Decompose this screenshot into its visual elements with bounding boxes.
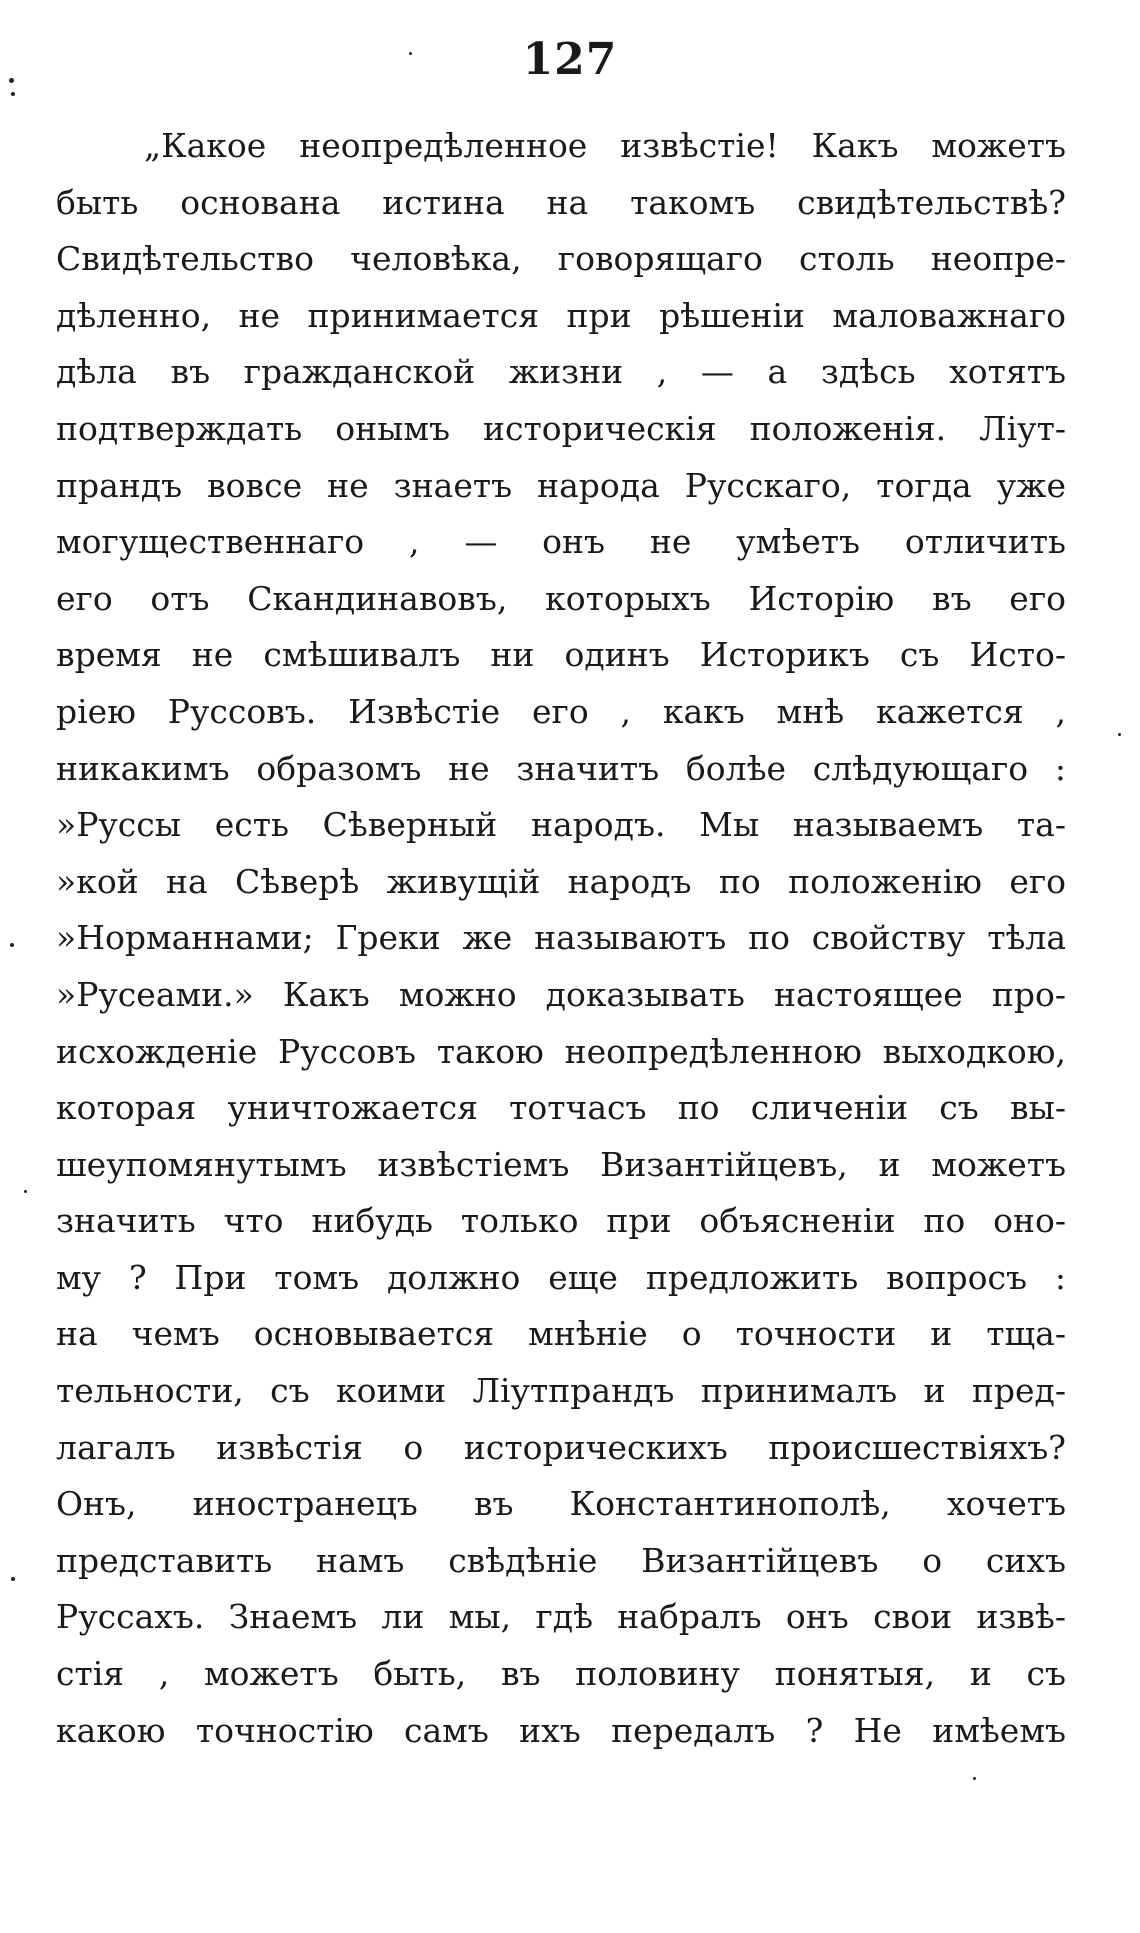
text-line: тельности, съ коими Ліутпрандъ принималъ и пред- [56, 1371, 1066, 1411]
print-speck [9, 78, 14, 83]
text-line: какою точностію самъ ихъ передалъ ? Не имѣемъ [56, 1710, 1066, 1750]
text-line: ріею Руссовъ. Извѣстіе его , какъ мнѣ кажется , [56, 691, 1066, 731]
text-line: на чемъ основывается мнѣніе о точности и тща- [56, 1314, 1066, 1354]
text-line: Онъ, иностранецъ въ Константинополѣ, хочетъ [56, 1484, 1066, 1524]
text-line: никакимъ образомъ не значитъ болѣе слѣдующаго : [56, 748, 1066, 788]
text-line: значить что нибудь только при объясненіи по оно- [56, 1201, 1066, 1241]
text-line: подтверждать онымъ историческія положенія. Ліут- [56, 408, 1066, 448]
text-line: дѣла въ гражданской жизни , — а здѣсь хотятъ [56, 352, 1066, 392]
text-line: исхожденіе Руссовъ такою неопредѣленною выходкою, [56, 1031, 1066, 1071]
text-line: стія , можетъ быть, въ половину понятыя, и съ [56, 1654, 1066, 1694]
print-speck [11, 92, 15, 96]
print-speck [409, 52, 412, 55]
body-text [56, 118, 1066, 1759]
text-line: быть основана истина на такомъ свидѣтельствѣ? [56, 182, 1066, 222]
print-speck [1118, 733, 1121, 736]
text-line: которая уничтожается тотчасъ по сличеніи съ вы- [56, 1088, 1066, 1128]
print-speck [11, 1577, 15, 1581]
text-line: Руссахъ. Знаемъ ли мы, гдѣ набралъ онъ свои извѣ- [56, 1597, 1066, 1637]
text-line: Свидѣтельство человѣка, говорящаго столь неопре- [56, 239, 1066, 279]
print-speck [973, 1777, 976, 1780]
text-line: »Руссы есть Сѣверный народъ. Мы называемъ та- [56, 805, 1066, 845]
page-number: 127 [522, 34, 618, 85]
text-line: прандъ вовсе не знаетъ народа Русскаго, тогда уже [56, 465, 1066, 505]
text-line: представить намъ свѣдѣніе Византійцевъ о сихъ [56, 1540, 1066, 1580]
text-line: лагалъ извѣстія о историческихъ происшествіяхъ? [56, 1427, 1066, 1467]
text-line: »Норманнами; Греки же называютъ по свойству тѣла [56, 918, 1066, 958]
text-line: могущественнаго , — онъ не умѣетъ отличить [56, 522, 1066, 562]
print-speck [24, 1190, 27, 1193]
text-line: му ? При томъ должно еще предложить вопросъ : [56, 1257, 1066, 1297]
print-speck [10, 943, 14, 947]
text-line: его отъ Скандинавовъ, которыхъ Исторію въ его [56, 578, 1066, 618]
text-line: время не смѣшивалъ ни одинъ Историкъ съ Исто- [56, 635, 1066, 675]
text-line: „Какое неопредѣленное извѣстіе! Какъ можетъ [144, 126, 1066, 165]
text-line: »Русеами.» Какъ можно доказывать настоящее про- [56, 974, 1066, 1014]
text-line: »кой на Сѣверѣ живущій народъ по положенію его [56, 861, 1066, 901]
text-line: дѣленно, не принимается при рѣшеніи маловажнаго [56, 295, 1066, 335]
text-line: шеупомянутымъ извѣстіемъ Византійцевъ, и можетъ [56, 1144, 1066, 1184]
